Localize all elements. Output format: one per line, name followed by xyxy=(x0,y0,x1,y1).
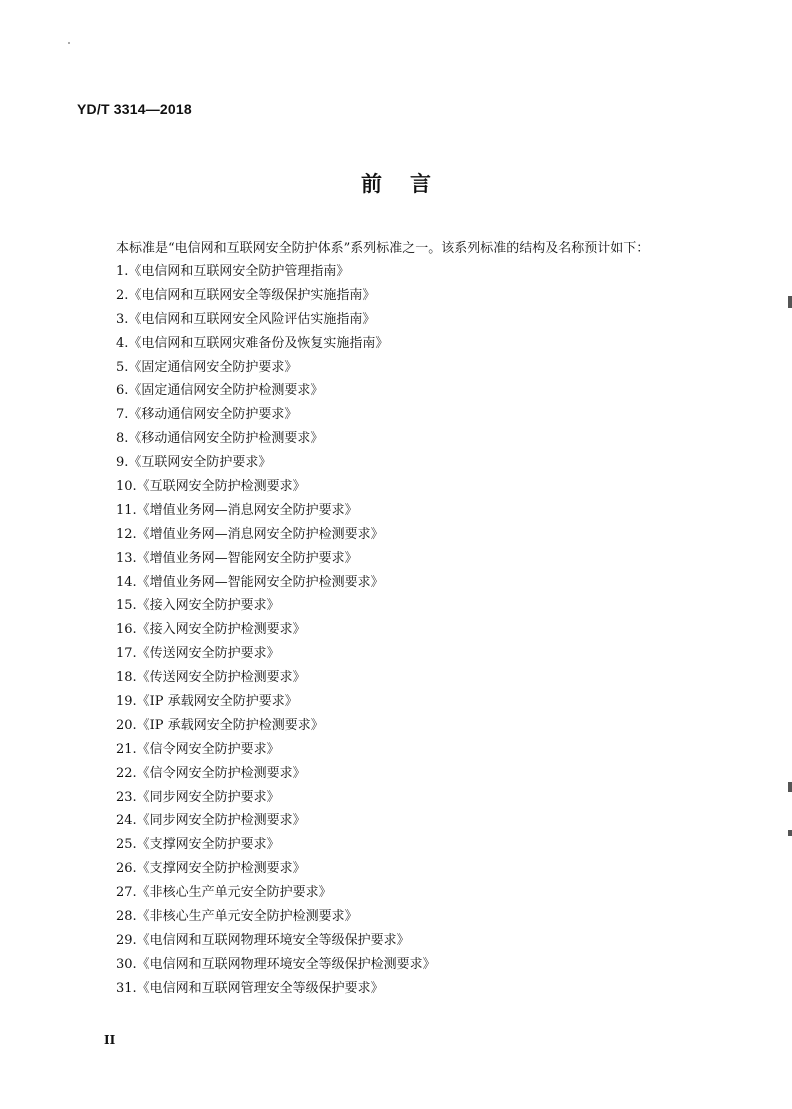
list-item: 15.《接入网安全防护要求》 xyxy=(116,598,280,614)
intro-paragraph: 本标准是“电信网和互联网安全防护体系”系列标准之一。该系列标准的结构及名称预计如下： xyxy=(116,241,650,256)
list-item: 28.《非核心生产单元安全防护检测要求》 xyxy=(116,909,358,925)
list-item: 13.《增值业务网—智能网安全防护要求》 xyxy=(116,550,358,566)
list-item: 21.《信令网安全防护要求》 xyxy=(116,741,280,757)
list-item: 8.《移动通信网安全防护检测要求》 xyxy=(116,431,324,447)
list-item: 16.《接入网安全防护检测要求》 xyxy=(116,622,306,638)
scan-speck xyxy=(68,42,70,44)
list-item: 1.《电信网和互联网安全防护管理指南》 xyxy=(116,264,350,279)
scan-edge-mark xyxy=(788,296,792,308)
scan-edge-mark xyxy=(788,782,792,792)
list-item: 25.《支撑网安全防护要求》 xyxy=(116,837,280,853)
list-item: 30.《电信网和互联网物理环境安全等级保护检测要求》 xyxy=(116,956,436,972)
list-item: 22.《信令网安全防护检测要求》 xyxy=(116,765,306,781)
list-item: 14.《增值业务网—智能网安全防护检测要求》 xyxy=(116,574,384,590)
list-item: 18.《传送网安全防护检测要求》 xyxy=(116,670,306,686)
document-code: YD/T 3314—2018 xyxy=(77,101,192,117)
list-item: 12.《增值业务网—消息网安全防护检测要求》 xyxy=(116,526,384,542)
list-item: 4.《电信网和互联网灾难备份及恢复实施指南》 xyxy=(116,335,389,351)
list-item: 10.《互联网安全防护检测要求》 xyxy=(116,479,306,495)
list-item: 3.《电信网和互联网安全风险评估实施指南》 xyxy=(116,311,376,327)
list-item: 11.《增值业务网—消息网安全防护要求》 xyxy=(116,502,358,518)
list-item: 23.《同步网安全防护要求》 xyxy=(116,789,280,805)
list-item: 29.《电信网和互联网物理环境安全等级保护要求》 xyxy=(116,932,410,948)
standards-list xyxy=(116,262,436,1003)
list-item: 7.《移动通信网安全防护要求》 xyxy=(116,407,298,423)
list-item: 26.《支撑网安全防护检测要求》 xyxy=(116,861,306,877)
list-item: 27.《非核心生产单元安全防护要求》 xyxy=(116,885,332,901)
list-item: 6.《固定通信网安全防护检测要求》 xyxy=(116,383,324,399)
list-item: 2.《电信网和互联网安全等级保护实施指南》 xyxy=(116,287,376,303)
list-item: 19.《IP 承载网安全防护要求》 xyxy=(116,694,298,710)
list-item: 17.《传送网安全防护要求》 xyxy=(116,646,280,662)
list-item: 31.《电信网和互联网管理安全等级保护要求》 xyxy=(116,980,384,996)
list-item: 24.《同步网安全防护检测要求》 xyxy=(116,813,306,829)
list-item: 9.《互联网安全防护要求》 xyxy=(116,455,272,471)
page-number: II xyxy=(104,1033,116,1047)
list-item: 5.《固定通信网安全防护要求》 xyxy=(116,359,298,375)
page-title: 前言 xyxy=(361,171,459,196)
scan-edge-mark xyxy=(788,830,792,836)
list-item: 20.《IP 承载网安全防护检测要求》 xyxy=(116,717,324,733)
